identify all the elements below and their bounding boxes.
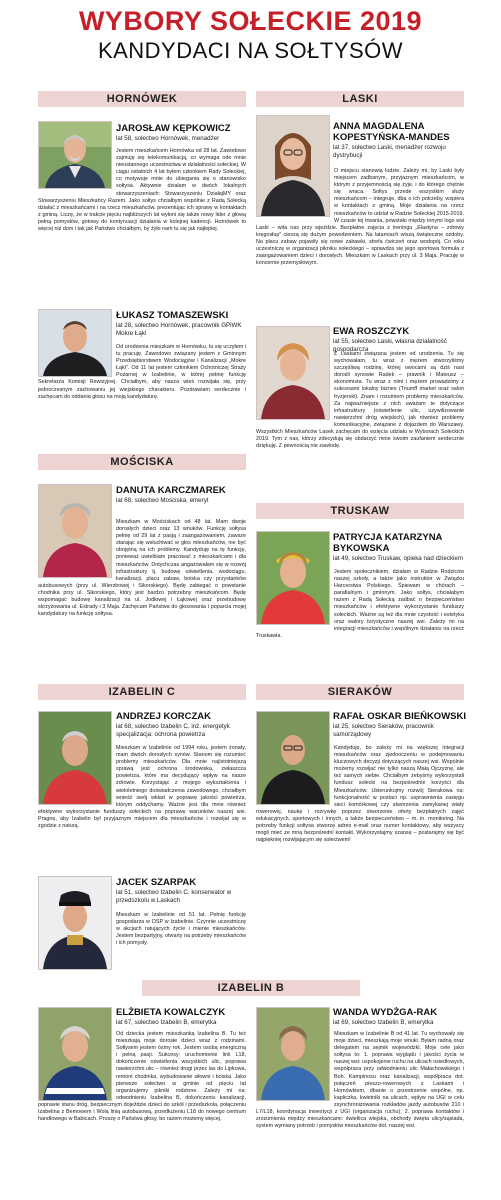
candidate-bio-text-korczak: Mieszkam w Izabelinie od 1994 roku, jestem żonaty, mam dwóch dorosłych synów. Stanom się rozumieć problemy mieszkańców. Dla mnie najistotniejszą sprawą jest ochrona środowiska, zwłaszcza powietrza, które ma decydujący wpływ na nasze zdrowie. Korzystając z mojego wykształcenia i wieloletniego doświadczenia zawodowego, chciałbym wnieść swój wkład w poprawę jakości powietrza, którym oddychamy. Ważne jest dla mnie również efektywne wykorzystanie funduszy sołeckich na poprawę warunków naszej wsi. Pragnę, aby Izabelin był przyjaznym miejscem dla mieszkańców i rozwijał się w zgodzie z naturą.: [38, 745, 246, 830]
candidate-bio-text-kepkowicz: Jestem mieszkańcem Hornówka od 28 lat. Zawodowo zajmuję się telekomunikacją, co wymaga ode mnie nieustannego uczestnictwa w działalności sołeckiej. W ciągu ostatnich 4 lat byłem członkiem Rady Sołeckiej, co motywuje mnie do ubiegania się o stanowisko sołtysa. Aktywnie działam w dwóch lokalnych stowarzyszeniach: Stowarzyszeniu DziałajMY oraz Stowarzyszeniu Mieszkańcy Razem. Jako sołtys chciałbym wspólnie z Radą Sołecką działać z mieszkańcami i na rzecz mieszkańców, prezentując ich sprawy w kontaktach z gminą. Liczę, że w trakcie pięciu najbliższych lat wyłoni się także nowy lider z głową pełną pomysłów, gotowy do kontynuacji działania w kolejnej kadencji. Hornówek to więcej niż dom i tak jak Państwo chciałbym, by żyło nam tu się jak najlepiej.: [38, 148, 246, 233]
section-mosciska: MOŚCISKA: [38, 454, 246, 470]
page-subtitle: KANDYDACI NA SOŁTYSÓW: [97, 38, 404, 63]
photo-wrap-spacer: [38, 519, 116, 579]
section-sierakow: SIERAKÓW: [256, 684, 464, 700]
section-izabelin-b: IZABELIN B: [142, 980, 360, 996]
photo-wrap-spacer: [256, 1031, 334, 1103]
candidate-photo-szarpak: [38, 876, 112, 970]
candidate-bio-text-bykowska: Jestem społecznikiem, działam w Radzie Rodziców naszej szkoły, a także jako instruktor w Związku Harcerstwa Polskiego. Śpiewam w chórach – parafialnym i gminnym. Jako sołtys, chciałabym razem z Radą Sołecką zadbać o bezpieczeństwo mieszkańców i efektywne wykorzystanie funduszy sołeckich. Ważne są też dla mnie czystość i estetyka oraz walory turystyczne naszej wsi. Zależy mi na integracji mieszkańców i wspólnym działaniu na rzecz Truskawia.: [256, 569, 464, 639]
candidate-meta-kopestynska: lat 37, sołectwo Laski, menadżer rozwoju dystrybucji: [333, 144, 446, 159]
candidate-bio-text-kowalczyk: Od dziecka jestem mieszkanką Izabelina B. Tu też mieszkają moje dorosłe dzieci wraz z rodzinami. Sołtysem jestem ósmy rok. Jestem osobą energiczną i pełną pasji. Sukcesy: uruchomienie linii L18, dokończenie oświetlenia wszystkich ulic, poprawa nawierzchni ulic – również drogi przez las do Lipkowa, remont chodnika, wybudowanie siłowni i boiska. Jako pierwsze sołectwo w gminie od pięciu lat organizujemy pikniki rodzinne. Zależy mi na: odwodnieniu Izabelina B, dokończeniu kanalizacji, poprawie stanu dróg, bezpiecznym dojeździe dzieci do szkół i przedszkola, połączeniu Izabelina z Bemowem i Wolą linią autobusową, przedłużeniu L18 do nowego centrum handlowego w Babicach. Proszę o Państwa głosy, bo razem możemy więcej.: [38, 1031, 246, 1123]
section-laski: LASKI: [256, 91, 464, 107]
candidate-bio-text-wydzga: Mieszkam w Izabelinie B od 41 lat. Tu wychowały się moje dzieci, mieszkają moje wnuki. Byłam radną oraz delegatem na sejmik wojewódzki. Moje cele jako sołtysa to: 1. poprawa wyglądu i jakości życia w naszej wsi: uspokojenie ruchu na ulicach osiedlowych, współpraca przy odwodnieniu ulic Małachowskiego i Boh. Kampinosu oraz kanalizacji, współpraca dot. połączeń pieszo-rowerowych z Laskami i Hornówkiem, dbanie o przestrzenie wspólne, np. kapliczka, kwietniki na ulicach, wpływ na UGI w celu zsynchronizowania rozkładów jazdy autobusów 210 i L7/L18, koordynacja inwestycji z UGI (organizacja ruchu); 2. poprawa kontaktów i zrozumienia między mieszkańcami: świetlica wiejska, obchody święta ulicy/sąsiada, system wymiany potrzeb i pomysłów mieszkańców dot. naszej wsi.: [256, 1031, 464, 1130]
candidate-bio-bienkowski: [256, 745, 464, 895]
candidate-meta-wydzga: lat 69, sołectwo Izabelin B, emerytka: [333, 1019, 434, 1026]
candidate-bio-text-kopestynska: O miejscu stanowią ludzie. Zależy mi, by Laski były miejscem zadbanym, przyjaznym mieszkańcom, w którym z przyjemnością się żyje, i do którego chętnie się wraca. Sołtys przede wszystkim służy mieszkańcom – integruje, dba o ich potrzeby, wspiera w kontaktach z gminą. Moje działania na rzecz mieszkańców to udział w Radzie Sołeckiej 2015-2019. W czasie tej trwania, powstało między innymi logo wsi Laski – wita nas przy wjeździe. Bezpłatne zajęcia z treningu „Elastyna – zdrowy kręgosłup” cieszą się dużym powodzeniem. Na latarniach wiszą świąteczne ozdoby. Na placu zabaw pojawiły się nowe zabawki, strefa ćwiczeń oraz wodopój. Co roku uczestniczę w organizacji pikniku sołeckiego – sprawdza się jego sportowa formuła z zaangażowaniem dzieci i dorosłych. Mieszkam w Laskach przy ul. 3 Maja. Pracuję w koncernie przemysłowym.: [256, 168, 464, 267]
section-izabelin-c: IZABELIN C: [38, 684, 246, 700]
candidate-name-wydzga: WANDA WYDŻGA-RAK: [333, 1007, 438, 1018]
candidate-meta-bienkowski: lat 25, sołectwo Sieraków, pracownik samorządowy: [333, 723, 434, 738]
candidate-bio-text-roszczyk: Z Laskami związana jestem od urodzenia. Tu się wychowałam, tu wraz z mężem stworzyliśmy szczęśliwą rodzinę, której owocami są dziś nasi dorośli synowie Radek – prawnik i Mateusz – ekonomista. Tu wraz z nimi i mężem prowadzimy z sukcesami lokalny biznes (Triumff market oraz salon fryzjerski). Znam i rozumiem problemy mieszkańców. Za najważniejsze z nich uważam te dotyczące infrastruktury (oświetlenie ulic, uzywilizowanie nawierzchni dróg wiejskich), jak również problemy komunikacyjne, związane z dojazdem do Warszawy. Wszystkich Mieszkańców Lasek zachęcam do wzięcia udziału w Wyborach Sołeckich 2019. Tym z nas, którzy zdecydują się obdarzyć mnie swoim zaufaniem serdecznie dziękuję. Z pewnością nie zawiodę.: [256, 351, 464, 450]
candidate-bio-karczmarek: [38, 519, 246, 671]
photo-wrap-spacer: [38, 148, 116, 194]
section-truskaw: TRUSKAW: [256, 503, 464, 519]
candidate-meta-roszczyk: lat 55, sołectwo Laski, własna działalność gospodarcza: [333, 338, 447, 353]
candidate-name-korczak: ANDRZEJ KORCZAK: [116, 711, 211, 722]
candidate-name-roszczyk: EWA ROSZCZYK: [333, 326, 410, 337]
candidate-name-kepkowicz: JAROSŁAW KĘPKOWICZ: [116, 123, 231, 134]
photo-wrap-spacer: [38, 745, 116, 805]
candidate-bio-wydzga: [256, 1031, 464, 1181]
candidate-name-szarpak: JACEK SZARPAK: [116, 877, 197, 888]
candidate-name-karczmarek: DANUTA KARCZMAREK: [116, 485, 226, 496]
candidate-bio-kepkowicz: [38, 148, 246, 288]
page-header: [0, 0, 501, 80]
candidate-bio-korczak: [38, 745, 246, 863]
candidate-meta-szarpak: lat 51, sołectwo Izabelin C, konserwator w przedszkolu w Laskach: [116, 889, 232, 904]
section-hornowek: HORNÓWEK: [38, 91, 246, 107]
candidate-name-bykowska: PATRYCJA KATARZYNA BYKOWSKA: [333, 532, 443, 554]
candidate-name-tomaszewski: ŁUKASZ TOMASZEWSKI: [116, 310, 229, 321]
candidate-name-bienkowski: RAFAŁ OSKAR BIEŃKOWSKI: [333, 711, 466, 722]
candidate-meta-kowalczyk: lat 67, sołectwo Izabelin B, emerytka: [116, 1019, 217, 1026]
candidate-bio-kowalczyk: [38, 1031, 246, 1159]
photo-wrap-spacer: [38, 1031, 116, 1101]
portrait-icon: [39, 877, 111, 969]
candidate-name-kowalczyk: ELŻBIETA KOWALCZYK: [116, 1007, 226, 1018]
candidate-bio-roszczyk: [256, 351, 464, 499]
candidate-meta-bykowska: lat 49, sołectwo Truskaw, opieka nad dzieckiem: [333, 555, 464, 562]
photo-wrap-spacer: [38, 344, 116, 376]
photo-wrap-spacer: [256, 351, 334, 423]
candidate-meta-kepkowicz: lat 58, sołectwo Hornówek, menadżer: [116, 135, 220, 142]
candidate-bio-tomaszewski: [38, 344, 246, 442]
candidate-meta-korczak: lat 68, sołectwo Izabelin C, inż. energetyk specjalizacja: ochrona powietrza: [116, 723, 230, 738]
candidate-meta-karczmarek: lat 68, sołectwo Mościska, emeryt: [116, 497, 209, 504]
candidate-name-kopestynska: ANNA MAGDALENA KOPESTYŃSKA-MANDES: [333, 121, 450, 143]
candidate-bio-bykowska: [256, 569, 464, 673]
candidate-bio-text-bienkowski: Kandyduję, bo zależy mi na większej integracji mieszkańców oraz zjednoczeniu w podejmowaniu kluczowych decyzji dotyczących naszej wsi. Wspólnie możemy rozwijać nie tylko naszą Małą Ojczyznę, ale też samych siebie. Chciałbym żebyśmy wykorzystali fundusz sołecki na bezpośrednie korzyści dla Mieszkańców. Ukierunkujmy rozwój Sierakowa na: funkcjonalność w postaci np. usprawnienia zasięgu sieci komórkowej czy stworzenia zamykanej wiaty rowerowej, naukę i rozrywkę poprzez stworzenie oferty bezpłatnych zajęć edukacyjnych, sportowych i innych, a także bezpieczeństwo – m. in. monitoring. Na potrzeby funkcji sołtysa stworzę adres e-mail oraz numer kontaktowy, aby wszyscy mogli mieć ze mną bezpośredni kontakt. Wykorzystajmy szansę – postarajmy się być najpiękniej rozwijającym się sołectwem!: [256, 745, 464, 844]
page-title: WYBORY SOŁECKIE 2019: [78, 6, 423, 36]
candidate-bio-text-karczmarek: Mieszkam w Mościskach od 48 lat. Mam dwoje dorosłych dzieci oraz 13 wnuków. Funkcję sołtysa pełnię od 29 lat z pasją i zaangażowaniem, zawsze starając się wsłuchiwać w głos mieszkańców, nie być obojętną na ich problemy. Kandyduję na tę funkcję, ponieważ uwielbiam pracować z mieszkańcami i dla mieszkańców. Dotychczas angażowałam się w rozwój infrastruktury tj. budowę oświetlenia, wodociągu, kanalizacji, placu zabaw, boiska czy przystanków autobusowych (przy ul. Wierzbowej i Sikorskiego). Będę zabiegać o powstanie chodnika przy ul. Sikorskiego, który jest bardzo potrzebny mieszkańcom. Będę wspomagać budowę kanalizacji na ul. Jodłowej i Łąkowej oraz przebudowę skrzyżowania ul. Estrady i 3 Maja. Zachęcam Państwa do głosowania i poparcia mojej kandydatury na funkcję sołtysa.: [38, 519, 246, 618]
candidate-bio-kopestynska: [256, 168, 464, 314]
photo-wrap-spacer: [256, 569, 334, 627]
candidate-meta-tomaszewski: lat 28, sołectwo Hornówek, pracownik GPiWK Mokre Łąki: [116, 322, 242, 337]
photo-wrap-spacer: [256, 168, 334, 218]
candidate-bio-szarpak: Mieszkam w Izabelinie od 51 lat. Pełnię funkcję gospodarza w OSP w Izabelinie. Czynnie uczestniczę w akcjach ratujących życie i mienie mieszkańców. Jestem bezpartyjny, otwarty na potrzeby mieszkańców i ich pomysły.: [116, 912, 246, 947]
photo-wrap-spacer: [256, 745, 334, 805]
candidate-bio-text-tomaszewski: Od urodzenia mieszkam w Hornówku, tu się uczyłem i tu pracuję. Zawodowo związany jestem z Gminnym Przedsiębiorstwem Wodociągów i Kanalizacji „Mokre Łąki”. Od 11 lat jestem członkiem Ochotniczej Straży Pożarnej w Izabelinie, w której pełnię funkcję Sekretarza Komisji Rewizyjnej. Chciałbym, aby nasza wieś rozwijała się, przy jednoczesnym zachowaniu jej wiejskiego charakteru. Pozdrawiam serdecznie i zachęcam do oddania głosu na moją kandydaturę.: [38, 344, 246, 400]
